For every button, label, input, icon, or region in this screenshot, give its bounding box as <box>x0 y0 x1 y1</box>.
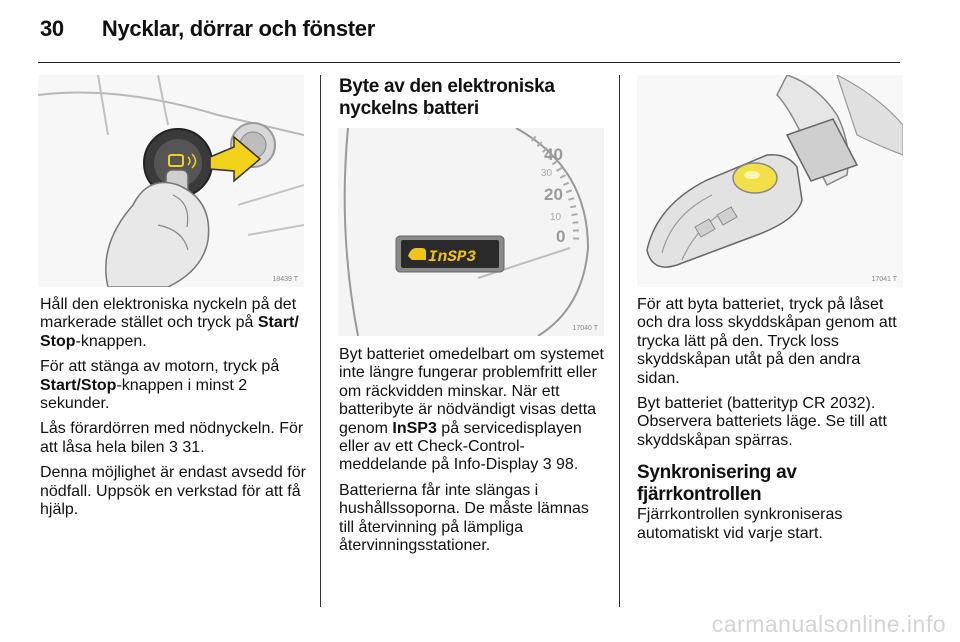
service-display-text: InSP3 <box>428 248 477 266</box>
page-header <box>40 16 375 42</box>
column-divider-2 <box>619 75 620 607</box>
column-3-text <box>637 296 903 550</box>
gauge-label: 10 <box>550 212 562 223</box>
page-reference[interactable]: 3 31 <box>168 438 201 456</box>
gauge-label: 30 <box>541 168 553 179</box>
column-2-text <box>339 346 605 562</box>
paragraph: Byt batteriet (batterityp CR 2032). Observera batteriets läge. Se till att skyddskåpan spärras. <box>637 395 887 449</box>
figure-key-slot <box>38 75 304 287</box>
watermark: carmanualsonline.info <box>711 611 946 637</box>
figure-service-display <box>338 128 604 336</box>
gauge-label: 40 <box>544 145 563 164</box>
gauge-label: 20 <box>544 185 563 204</box>
paragraph: Denna möjlighet är endast avsedd för nödfall. Uppsök en verkstad för att få hjälp. <box>40 464 306 519</box>
paragraph: För att byta batteriet, tryck på låset och dra loss skyddskåpan genom att trycka lätt på den. Tryck loss skyddskåpan utåt på den andra sidan. <box>637 296 897 387</box>
gauge-label: 0 <box>556 227 566 246</box>
key-slot-illustration <box>38 75 304 287</box>
key-battery-illustration <box>637 75 903 287</box>
paragraph: Håll den elektroniska nyckeln på det markerade stället och tryck på Start/ Stop-knappen. <box>40 296 299 350</box>
page-title: Nycklar, dörrar och fönster <box>101 16 375 41</box>
paragraph: Byt batteriet omedelbart om systemet inte längre fungerar problemfritt eller om räckvidden minskar. När ett batteribyte är nödvändigt visas detta genom InSP3 på servicedisplayen eller av ett Check-Control-meddelande på Info-Display 3 98. <box>339 346 604 474</box>
header-rule <box>38 62 900 63</box>
section-heading-battery: Byte av den elektroniska nyckelns batteri <box>339 76 555 119</box>
column-divider-1 <box>320 75 321 607</box>
section-heading-sync: Synkronisering av fjärrkontrollen <box>637 462 797 506</box>
page-number: 30 <box>40 16 64 41</box>
column-1-text <box>40 296 308 526</box>
figure-code: 17040 T <box>572 325 598 332</box>
paragraph: Batterierna får inte slängas i hushållssoporna. De måste lämnas till återvinning på lämpliga återvinningsstationer. <box>339 481 589 555</box>
paragraph: Lås förardörren med nödnyckeln. För att låsa hela bilen 3 31. <box>40 420 304 456</box>
figure-key-battery <box>637 75 903 287</box>
figure-code: 17041 T <box>871 276 897 283</box>
paragraph: Fjärrkontrollen synkroniseras automatiskt vid varje start. <box>637 506 843 542</box>
paragraph: För att stänga av motorn, tryck på Start/Stop-knappen i minst 2 sekunder. <box>40 358 280 413</box>
page-reference[interactable]: 3 98 <box>542 456 574 474</box>
instrument-cluster-illustration <box>338 128 604 336</box>
figure-code: 18439 T <box>272 276 298 283</box>
